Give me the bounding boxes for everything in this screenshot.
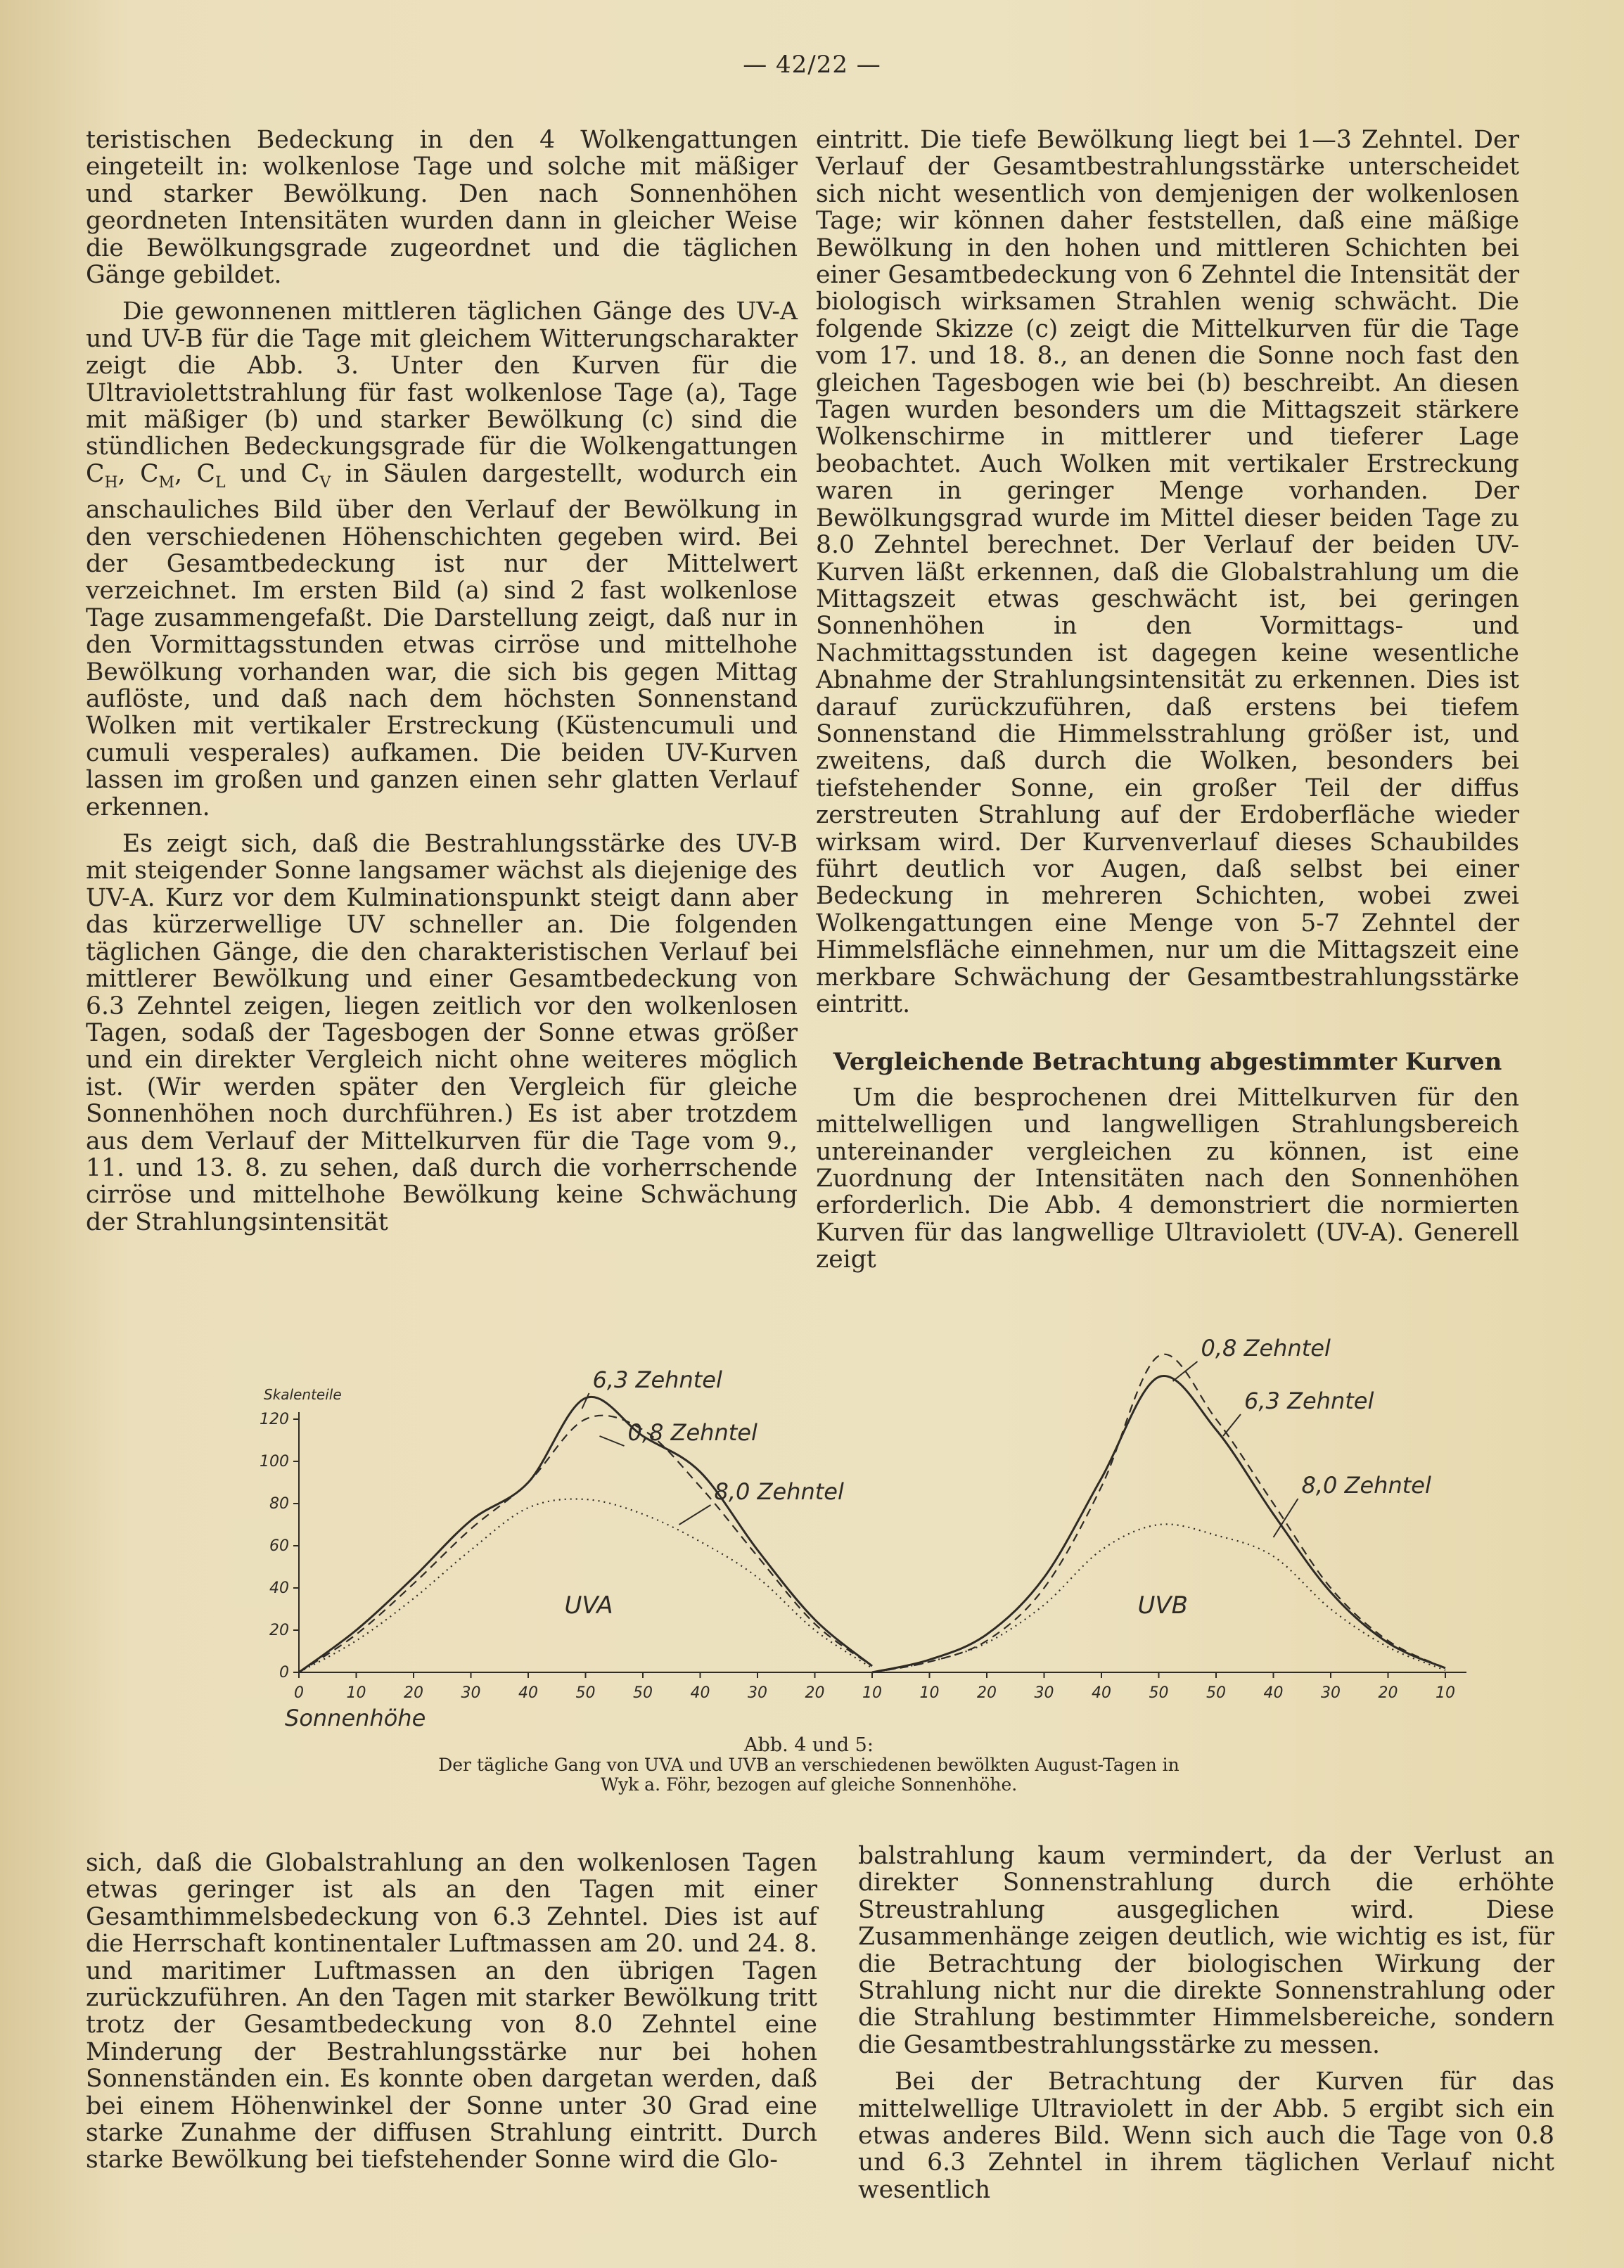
x-tick-label: 20 bbox=[977, 1684, 997, 1702]
x-tick-label: 20 bbox=[404, 1684, 423, 1702]
y-tick-label: 40 bbox=[269, 1580, 289, 1597]
annotation-arrow bbox=[582, 1393, 589, 1409]
text-column-2 bbox=[816, 127, 1519, 1283]
x-tick-label: 0 bbox=[294, 1684, 304, 1702]
y-tick-label: 0 bbox=[279, 1664, 289, 1681]
text-column-1 bbox=[86, 127, 798, 1245]
caption-text: Der tägliche Gang von UVA und UVB an verschiedenen bewölkten August-Tagen in Wyk a. Föhr, bezogen auf gleiche Sonnenhöhe. bbox=[438, 1755, 1179, 1795]
text-column-4 bbox=[858, 1843, 1554, 2213]
x-tick-label: 50 bbox=[1149, 1684, 1169, 1702]
paragraph: eintritt. Die tiefe Bewölkung liegt bei 1—3 Zehntel. Der Verlauf der Gesamtbestrahlungsstärke unterscheidet sich nicht wesentlich von demjenigen der wolkenlosen Tage; wir können daher feststellen, daß eine mäßige Bewölkung in den hohen und mittleren Schichten bei einer Gesamtbedeckung von 6 Zehntel die Intensität der biologisch wirksamen Strahlen wenig schwächt. Die folgende Skizze (c) zeigt die Mittelkurven für die Tage vom 17. und 18. 8., an denen die Sonne noch fast den gleichen Tagesbogen wie bei (b) beschreibt. An diesen Tagen wurden besonders um die Mittagszeit stärkere Wolkenschirme in mittlerer und tieferer Lage beobachtet. Auch Wolken mit vertikaler Erstreckung waren in geringer Menge vorhanden. Der Bewölkungsgrad wurde im Mittel dieser beiden Tage zu 8.0 Zehntel berechnet. Der Verlauf der beiden UV-Kurven läßt erkennen, daß die Globalstrahlung um die Mittagszeit etwas geschwächt ist, bei geringen Sonnenhöhen in den Vormittags- und Nachmittagsstunden ist dagegen keine wesentliche Abnahme der Strahlungsintensität zu erkennen. Dies ist darauf zurückzuführen, daß erstens bei tiefem Sonnenstand die Himmelsstrahlung größer ist, und zweitens, daß durch die Wolken, besonders bei tiefstehender Sonne, ein großer Teil der diffus zerstreuten Strahlung auf der Erdoberfläche wieder wirksam wird. Der Kurvenverlauf dieses Schaubildes führt deutlich vor Augen, daß selbst bei einer Bedeckung in mehreren Schichten, wobei zwei Wolkengattungen eine Menge von 5-7 Zehntel der Himmelsfläche einnehmen, nur um die Mittagszeit eine merkbare Schwächung der Gesamtbestrahlungsstärke eintritt. bbox=[816, 126, 1519, 1018]
x-tick-label: 10 bbox=[862, 1684, 882, 1702]
page-number: — 42/22 — bbox=[743, 51, 881, 79]
annotation-label: 6,3 Zehntel bbox=[1244, 1388, 1374, 1414]
annotation-label: 6,3 Zehntel bbox=[592, 1366, 722, 1393]
x-tick-label: 30 bbox=[1321, 1684, 1341, 1702]
paragraph: sich, daß die Globalstrahlung an den wolkenlosen Tagen etwas geringer ist als an den Tagen mit einer Gesamthimmelsbedeckung von 6.3 Zehntel. Dies ist auf die Herrschaft kontinentaler Luftmassen am 20. und 24. 8. und maritimer Luftmassen an den übrigen Tagen zurückzuführen. An den Tagen mit starker Bewölkung tritt trotz der Gesamtbedeckung von 8.0 Zehntel eine Minderung der Bestrahlungsstärke nur bei hohen Sonnenständen ein. Es konnte oben dargetan werden, daß bei einem Höhenwinkel der Sonne unter 30 Grad eine starke Zunahme der diffusen Strahlung eintritt. Durch starke Bewölkung bei tiefstehender Sonne wird die Glo- bbox=[86, 1849, 817, 2174]
y-tick-label: 120 bbox=[260, 1411, 289, 1428]
figure-uva-uvb bbox=[253, 1294, 1491, 1751]
series-line-uvb bbox=[872, 1376, 1445, 1672]
annotation-label: 0,8 Zehntel bbox=[1201, 1335, 1331, 1362]
x-tick-label: 10 bbox=[919, 1684, 940, 1702]
y-tick-label: 20 bbox=[269, 1622, 289, 1639]
x-tick-label: 20 bbox=[1378, 1684, 1398, 1702]
paragraph: Bei der Betrachtung der Kurven für das mittelwellige Ultraviolett in der Abb. 5 ergibt sich ein etwas anderes Bild. Wenn sich auch die Tage von 0.8 und 6.3 Zehntel in ihrem täglichen Verlauf nicht wesentlich bbox=[858, 2068, 1554, 2204]
annotation-arrow bbox=[1173, 1362, 1198, 1381]
y-tick-label: 100 bbox=[260, 1453, 289, 1471]
paragraph: Um die besprochenen drei Mittelkurven für den mittelwelligen und langwelligen Strahlungsbereich untereinander vergleichen zu können, ist eine Zuordnung der Intensitäten nach den Sonnenhöhen erforderlich. Die Abb. 4 demonstriert die normierten Kurven für das langwellige Ultraviolett (UV-A). Generell zeigt bbox=[816, 1083, 1519, 1274]
annotation-label: 0,8 Zehntel bbox=[627, 1419, 757, 1446]
x-axis-label: Sonnenhöhe bbox=[285, 1705, 426, 1731]
text-column-3 bbox=[86, 1850, 817, 2184]
x-tick-label: 30 bbox=[748, 1684, 767, 1702]
panel-label: UVB bbox=[1137, 1591, 1188, 1620]
annotation-arrow bbox=[600, 1436, 625, 1446]
section-heading: Vergleichende Betrachtung abgestimmter Kurven bbox=[833, 1048, 1502, 1077]
x-tick-label: 50 bbox=[633, 1684, 653, 1702]
paragraph: teristischen Bedeckung in den 4 Wolkengattungen eingeteilt in: wolkenlose Tage und solche mit mäßiger und starker Bewölkung. Den nach Sonnenhöhen geordneten Intensitäten wurden dann in gleicher Weise die Bewölkungsgrade zugeordnet und die täglichen Gänge gebildet. bbox=[86, 126, 798, 290]
series-line-uva bbox=[299, 1416, 872, 1672]
x-tick-label: 10 bbox=[346, 1684, 366, 1702]
y-tick-label: 80 bbox=[269, 1495, 289, 1513]
y-axis-label: Skalenteile bbox=[264, 1386, 342, 1403]
figure-caption bbox=[436, 1736, 1182, 1795]
chart bbox=[253, 1294, 1491, 1751]
series-line-uva bbox=[299, 1397, 872, 1672]
x-tick-label: 40 bbox=[690, 1684, 710, 1702]
x-tick-label: 10 bbox=[1436, 1684, 1455, 1702]
annotation-arrow bbox=[1223, 1414, 1241, 1436]
y-tick-label: 60 bbox=[269, 1537, 289, 1555]
paragraph: Es zeigt sich, daß die Bestrahlungsstärke des UV-B mit steigender Sonne langsamer wächst als diejenige des UV-A. Kurz vor dem Kulminationspunkt steigt dann aber das kürzerwellige UV schneller an. Die folgenden täglichen Gänge, die den charakteristischen Verlauf bei mittlerer Bewölkung und einer Gesamtbedeckung von 6.3 Zehntel zeigen, liegen zeitlich vor den wolkenlosen Tagen, sodaß der Tagesbogen der Sonne etwas größer und ein direkter Vergleich nicht ohne weiteres möglich ist. (Wir werden später den Vergleich für gleiche Sonnenhöhen noch durchführen.) Es ist aber trotzdem aus dem Verlauf der Mittelkurven für die Tage vom 9., 11. und 13. 8. zu sehen, daß durch die vorherrschende cirröse und mittelhohe Bewölkung keine Schwächung der Strahlungsintensität bbox=[86, 830, 798, 1236]
paragraph: balstrahlung kaum vermindert, da der Verlust an direkter Sonnenstrahlung durch die erhöhte Streustrahlung ausgeglichen wird. Diese Zusammenhänge zeigen deutlich, wie wichtig es ist, für die Betrachtung der biologischen Wirkung der Strahlung nicht nur die direkte Sonnenstrahlung oder die Strahlung bestimmter Himmelsbereiche, sondern die Gesamtbestrahlungsstärke zu messen. bbox=[858, 1842, 1554, 2059]
annotation-arrow bbox=[679, 1505, 711, 1525]
annotation-label: 8,0 Zehntel bbox=[714, 1478, 844, 1505]
annotation-label: 8,0 Zehntel bbox=[1301, 1472, 1431, 1499]
x-tick-label: 50 bbox=[575, 1684, 596, 1702]
x-tick-label: 40 bbox=[518, 1684, 538, 1702]
panel-label: UVA bbox=[564, 1591, 613, 1620]
x-tick-label: 50 bbox=[1206, 1684, 1226, 1702]
x-tick-label: 20 bbox=[805, 1684, 825, 1702]
x-tick-label: 40 bbox=[1263, 1684, 1284, 1702]
caption-title: Abb. 4 und 5: bbox=[744, 1734, 874, 1756]
x-tick-label: 30 bbox=[1034, 1684, 1054, 1702]
x-tick-label: 30 bbox=[461, 1684, 481, 1702]
x-tick-label: 40 bbox=[1092, 1684, 1111, 1702]
paragraph: Die gewonnenen mittleren täglichen Gänge des UV-A und UV-B für die Tage mit gleichem Witterungscharakter zeigt die Abb. 3. Unter den Kurven für die Ultraviolettstrahlung für fast wolkenlose Tage (a), Tage mit mäßiger (b) und starker Bewölkung (c) sind die stündlichen Bedeckungsgrade für die Wolkengattungen $C_H$, $C_M$, $C_L$ und $C_V$ in Säulen dargestellt, wodurch ein anschauliches Bild über den Verlauf der Bewölkung in den verschiedenen Höhenschichten gegeben wird. Bei der Gesamtbedeckung ist nur der Mittelwert verzeichnet. Im ersten Bild (a) sind 2 fast wolkenlose Tage zusammengefaßt. Die Darstellung zeigt, daß nur in den Vormittagsstunden etwas cirröse und mittelhohe Bewölkung vorhanden war, die sich bis gegen Mittag auflöste, und daß nach dem höchsten Sonnenstand Wolken mit vertikaler Erstreckung (Küstencumuli und cumuli vesperales) aufkamen. Die beiden UV-Kurven lassen im großen und ganzen einen sehr glatten Verlauf erkennen. bbox=[86, 297, 798, 821]
